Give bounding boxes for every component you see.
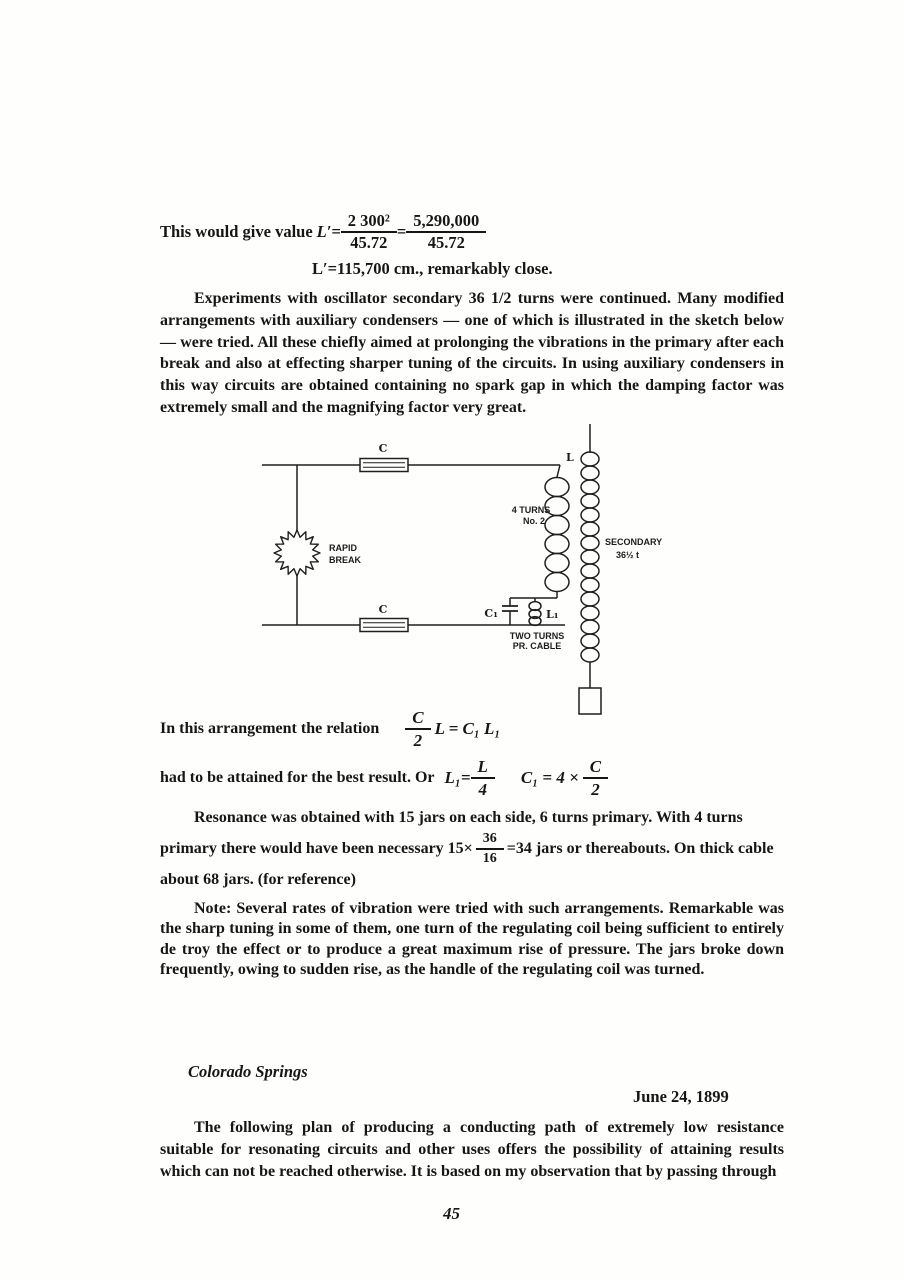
secondary-label-1: SECONDARY [605, 537, 663, 547]
auxiliary-condenser-c1-symbol [502, 606, 518, 625]
attain-line [160, 757, 608, 799]
attain-fraction-1-denominator: 4 [478, 780, 487, 800]
condenser-top-label: C [378, 442, 388, 455]
relation-rhs: L = C₁ L₁ [434, 719, 501, 739]
resonance-fraction-denominator: 16 [482, 851, 497, 866]
attain-fraction-2-numerator: C [583, 757, 608, 779]
coil-l-label: L [566, 451, 574, 464]
condenser-bottom-symbol [360, 619, 408, 632]
equation-equals: = [396, 222, 407, 242]
date-line: June 24, 1899 [633, 1087, 729, 1106]
relation-lead: In this arrangement the relation [160, 720, 380, 738]
paragraph-experiments: Experiments with oscillator secondary 36 1/2 turns were continued. Many modified arrangements with auxiliary condensers — one of which is illustrated in the sketch below — were tried. All these chiefly aimed at prolonging the vibrations in the primary after each break and also at effecting sharper tuning of the circuits. In using auxiliary condensers in this way circuits are obtained containing no spark gap in which the damping factor was extremely small and the magnifying factor very great. [160, 290, 784, 416]
relation-fraction-denominator: 2 [413, 731, 423, 751]
l1-label: L₁ [546, 608, 559, 621]
condenser-bottom-label: C [378, 603, 388, 616]
attain-c1-lhs: C₁ = 4 × [520, 768, 579, 788]
equation-result: L′=115,700 cm., remarkably close. [312, 259, 553, 278]
location-line: Colorado Springs [188, 1062, 308, 1081]
paragraph-following: The following plan of producing a conducting path of extremely low resistance suitable for resonating circuits and other uses offers the possibility of attaining results which can not be reached otherwise. It is based on my observation that by passing through [160, 1119, 784, 1180]
two-turns-label-2: PR. CABLE [512, 641, 562, 651]
primary-turns-label-2: No. 2 [522, 516, 546, 526]
fraction-2 [406, 212, 486, 253]
attain-lead: had to be attained for the best result. Or [160, 769, 435, 787]
attain-fraction-1 [471, 757, 495, 799]
rapid-break-label-1: RAPID [329, 543, 358, 553]
circuit-diagram [250, 420, 690, 720]
resonance-line-2b: =34 jars or thereabouts. On thick cable [506, 840, 774, 857]
attain-fraction-2-denominator: 2 [591, 780, 600, 800]
resonance-line-3: about 68 jars. (for reference) [160, 871, 356, 888]
relation-fraction-numerator: C [405, 708, 430, 730]
relation-line [160, 708, 500, 750]
paragraph-resonance [160, 806, 790, 892]
condenser-top-symbol [360, 459, 408, 472]
fraction-1-denominator: 45.72 [350, 233, 388, 253]
resonance-line-2 [160, 830, 790, 868]
auxiliary-coil-l1-symbol [529, 602, 541, 626]
relation-fraction [405, 708, 430, 750]
equation-lhs: L′= [316, 222, 341, 242]
rapid-break-label-2: BREAK [329, 555, 362, 565]
resonance-fraction [476, 831, 504, 866]
resonance-line-1: Resonance was obtained with 15 jars on each side, 6 turns primary. With 4 turns [194, 809, 743, 826]
primary-coil-4-turns [510, 465, 569, 606]
secondary-terminal-block [579, 688, 601, 714]
fraction-1 [341, 212, 397, 253]
resonance-line-2a: primary there would have been necessary 15× [160, 840, 473, 857]
equation-top [160, 212, 486, 253]
two-turns-label-1: TWO TURNS [509, 631, 565, 641]
page-number: 45 [443, 1204, 460, 1223]
c1-label: C₁ [484, 607, 498, 620]
fraction-2-denominator: 45.72 [427, 233, 465, 253]
paragraph-note: Note: Several rates of vibration were tried with such arrangements. Remarkable was the sharp tuning in some of them, one turn of the regulating coil being sufficient to entirely de troy the effect or to produce a great maximum rise of pressure. The jars broke down frequently, owing to sudden rise, as the handle of the regulating coil was turned. [160, 900, 784, 979]
fraction-2-numerator: 5,290,000 [406, 212, 486, 233]
equation-lead-text: This would give value [160, 222, 313, 242]
secondary-coil-symbol [579, 424, 601, 714]
rapid-break-wheel [274, 530, 320, 576]
attain-fraction-1-numerator: L [471, 757, 495, 779]
attain-fraction-2 [583, 757, 608, 799]
resonance-fraction-numerator: 36 [476, 831, 504, 850]
attain-l1-lhs: L₁= [444, 768, 471, 788]
primary-turns-label-1: 4 TURNS [511, 505, 551, 515]
fraction-1-numerator: 2 300² [341, 212, 397, 233]
secondary-label-2: 36½ t [616, 550, 640, 560]
